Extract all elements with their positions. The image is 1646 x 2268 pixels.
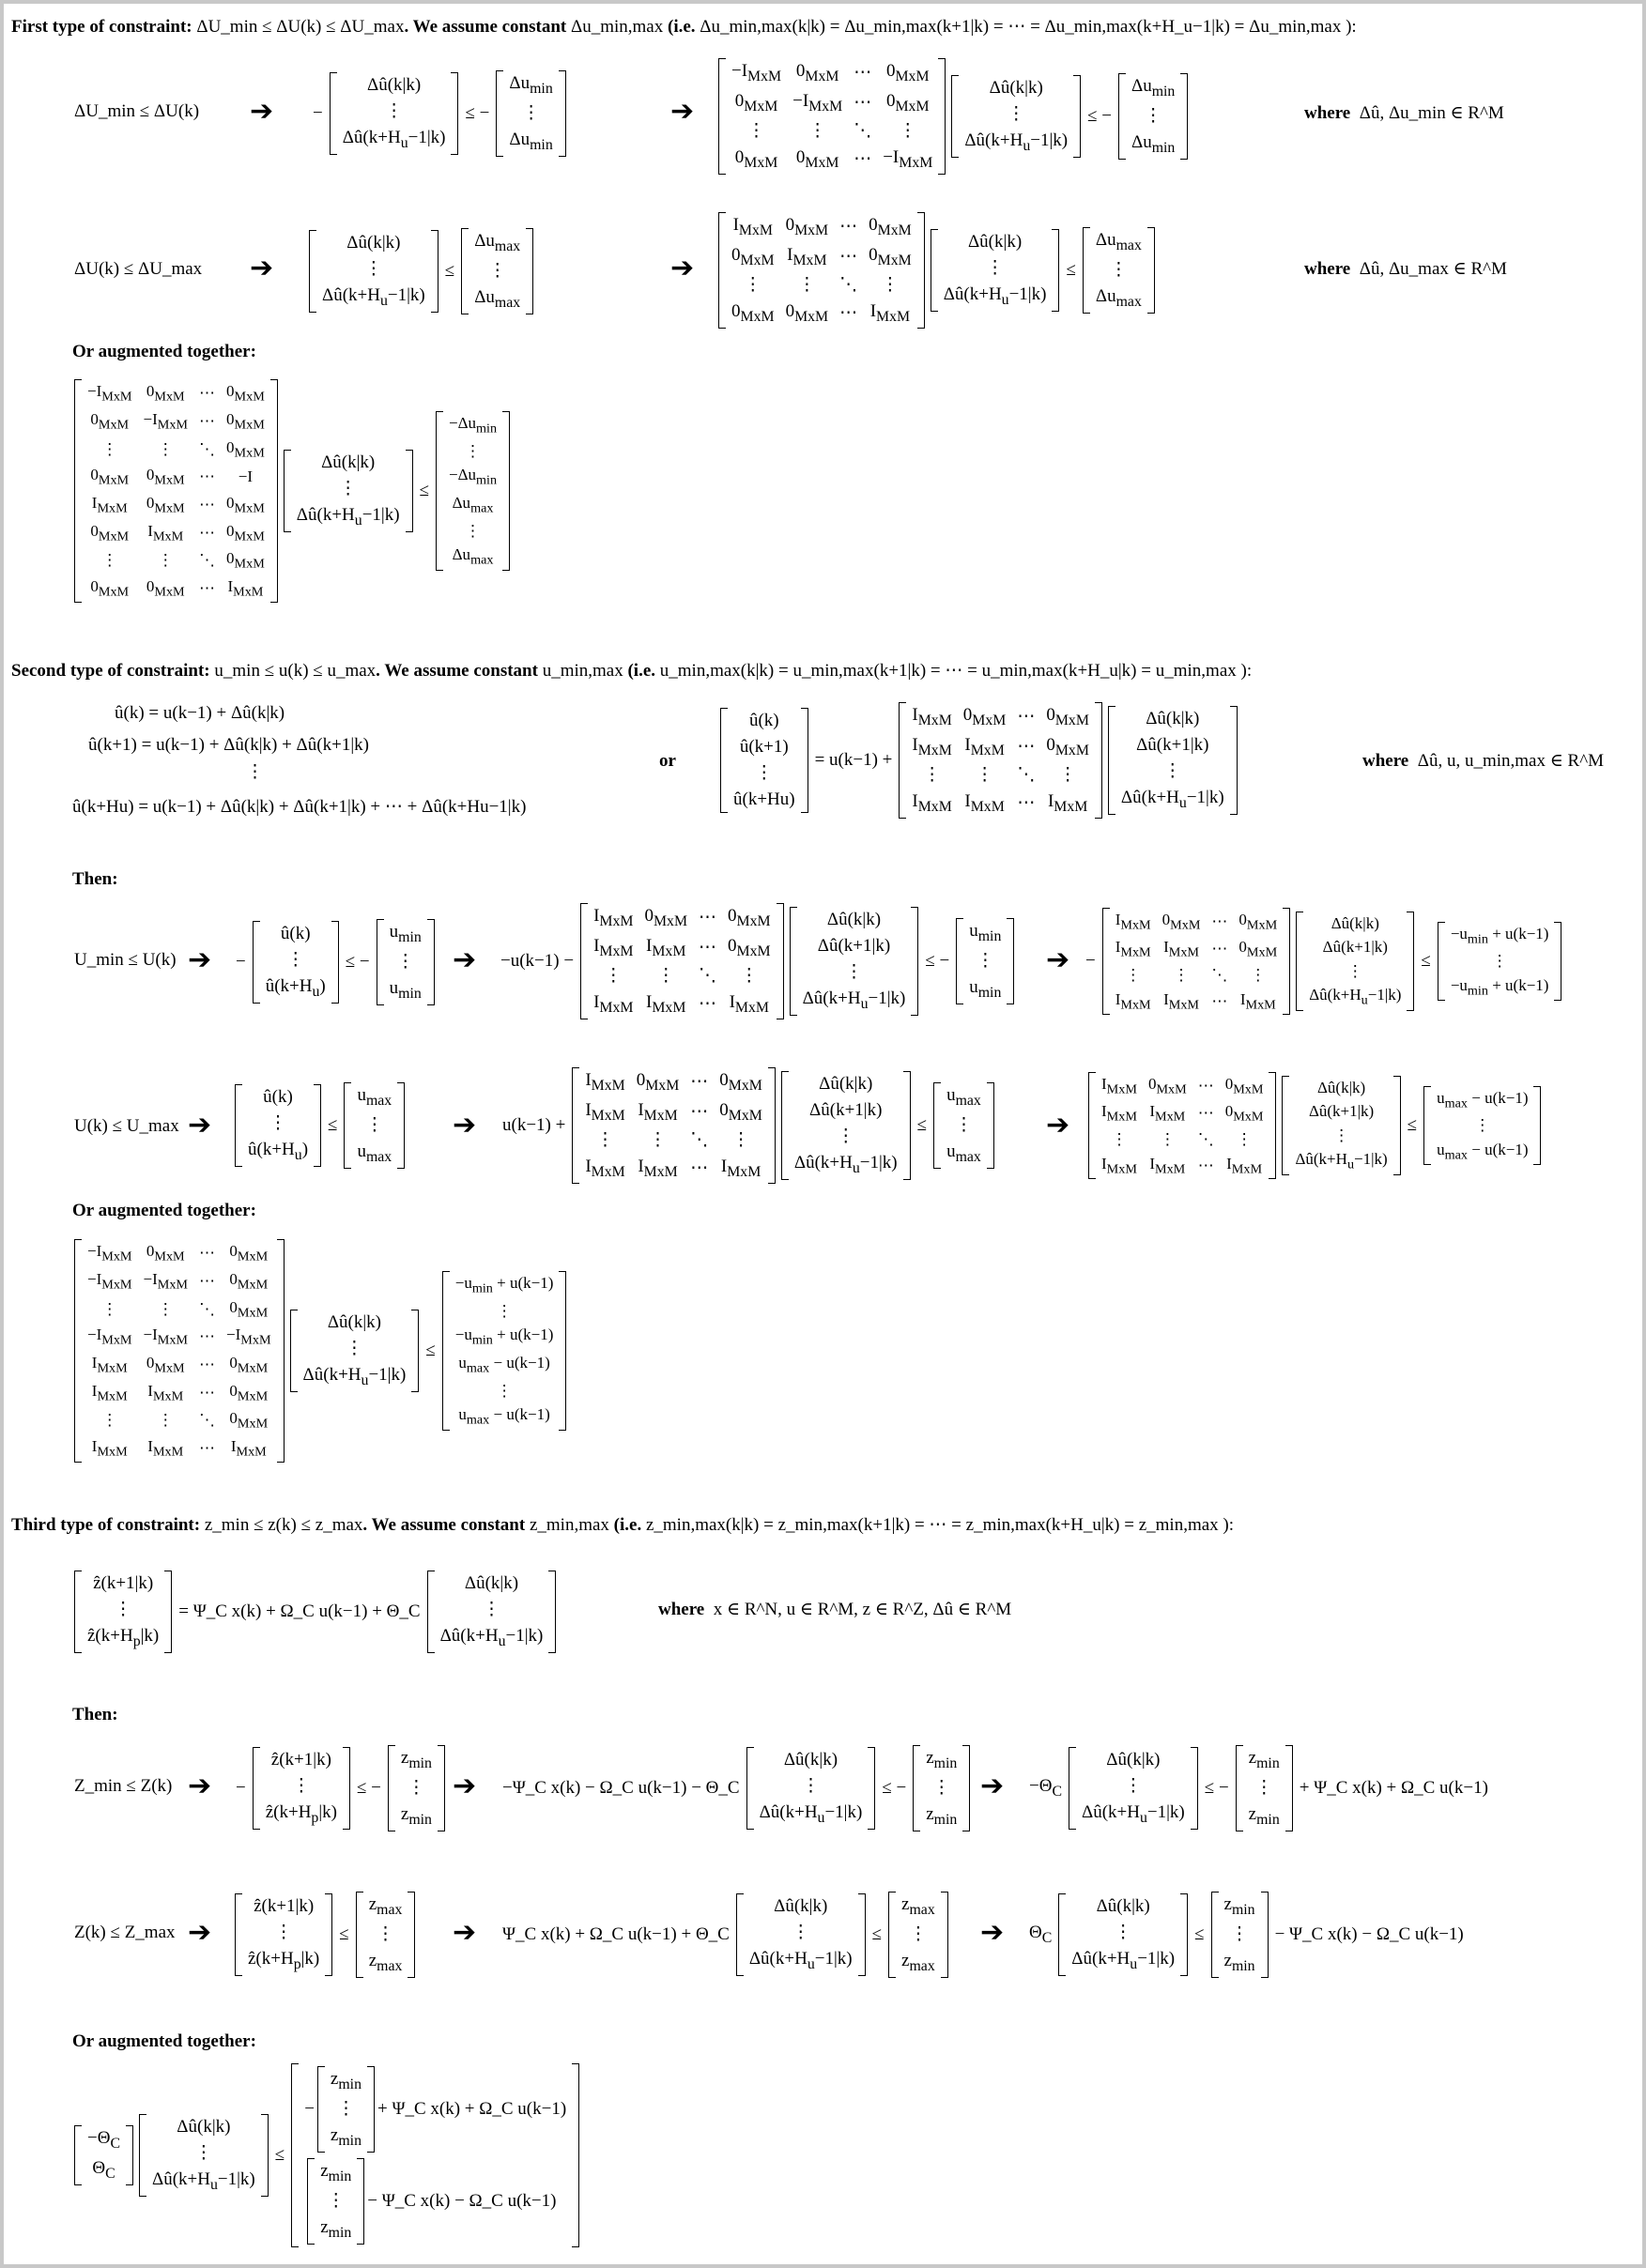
implies-arrow-icon: ➔ [250,253,274,284]
s2-aug-eq: $-I_{MxM}$ $0_{MxM}$ ⋯ $0_{MxM}$ $-I_{MxM}$ $-I_{MxM}$ ⋯ $0_{MxM}$ ⋮ ⋮ ⋱ $0_{MxM}$ $-I_{MxM}$ $-I_{MxM}$ ⋯ $-I_{MxM}$ $I_{MxM}$ $0_{MxM}$ ⋯ $0_{MxM}$ $I_{MxM}$ $I_{MxM}$ ⋯ $0_{MxM}$ ⋮ ⋮ ⋱ $0_{MxM}$ $I_{MxM}$ $I_{MxM}$ ⋯ $I_{MxM}$ Δû(k|k) ⋮ $\Delta û(k+H_u-1|k)$ ≤ $-u_{min} + u(k-1)$ ⋮ $-u_{min} + u(k-1)$ $u_{max} - u(k-1)$ ⋮ $u_{max} - u(k-1)$ [71,1234,569,1468]
s1-row2-where-eq: Δû, Δu_max ∈ R^M [1359,259,1507,279]
s1-row1-where: where [1304,103,1351,123]
s1-row2-where: where [1304,259,1351,279]
implies-arrow-icon: ➔ [188,1110,212,1141]
section3-assume: . We assume constant [362,1515,526,1535]
section2-heading: Second type of constraint: [11,661,210,681]
s3-aug-tail1: + Ψ_C x(k) + Ω_C u(k−1) [377,2099,567,2120]
s2-then: Then: [72,869,118,889]
section2-ie: (i.e. [627,661,656,681]
s1-row1-where-eq: Δû, Δu_min ∈ R^M [1359,103,1504,123]
s3-row1-c: $-\Theta_C$ Δû(k|k) ⋮ $\Delta û(k+H_u-1|k)$ ≤ − $z_{min}$ ⋮ $z_{min}$ + Ψ_C x(k) + Ω_C u(k−1) [1025,1739,1492,1838]
implies-arrow-icon: ➔ [1046,944,1070,975]
s3-pred-eq: ẑ(k+1|k) ⋮ $ẑ(k+H_p|k)$ = Ψ_C x(k) + Ω_C u(k−1) + Θ_C Δû(k|k) ⋮ $\Delta û(k+H_u-1|k)$ [71,1562,559,1662]
implies-arrow-icon: ➔ [250,96,274,127]
implies-arrow-icon: ➔ [453,1770,477,1801]
s3-row2-tail: − Ψ_C x(k) − Ω_C u(k−1) [1274,1924,1464,1945]
s3-then: Then: [72,1705,118,1724]
s3-where-line [658,1600,1011,1620]
section1-heading: First type of constraint: [11,17,192,37]
s2-def-matrix: û(k) û(k+1) ⋮ û(k+Hu) = u(k−1) + $I_{MxM}$ $0_{MxM}$ ⋯ $0_{MxM}$ $I_{MxM}$ $I_{MxM}$ ⋯ $0_{MxM}$ ⋮ ⋮ ⋱ ⋮ $I_{MxM}$ $I_{MxM}$ ⋯ $I_{MxM}$ Δû(k|k) Δû(k+1|k) ⋮ $\Delta û(k+H_u-1|k)$ [717,700,1240,820]
section3-ie-eq: z_min,max(k|k) = z_min,max(k+1|k) = ⋯ = z_min,max(k+H_u|k) = z_min,max ): [645,1515,1235,1535]
implies-arrow-icon: ➔ [453,1110,477,1141]
section1-assume-sym: Δu_min,max [571,17,664,37]
implies-arrow-icon: ➔ [670,253,695,284]
section2-assume-sym: u_min,max [542,661,623,681]
implies-arrow-icon: ➔ [188,1770,212,1801]
s2-row1-b: −u(k−1) − $I_{MxM}$ $0_{MxM}$ ⋯ $0_{MxM}$ $I_{MxM}$ $I_{MxM}$ ⋯ $0_{MxM}$ ⋮ ⋮ ⋱ ⋮ $I_{MxM}$ $I_{MxM}$ ⋯ $I_{MxM}$ Δû(k|k) Δû(k+1|k) ⋮ $\Delta û(k+H_u-1|k)$ ≤ − $u_{min}$ ⋮ $u_{min}$ [497,903,1017,1019]
section3-heading: Third type of constraint: [11,1515,201,1535]
section2-assume: . We assume constant [376,661,538,681]
s2-row1-a: − û(k) ⋮ $û(k+H_u)$ ≤ − $u_{min}$ ⋮ $u_{min}$ [232,912,438,1012]
s2-row2-a: û(k) ⋮ $û(k+H_u)$ ≤ $u_{max}$ ⋮ $u_{max}$ [232,1076,408,1175]
s2-def-line1: û(k) = u(k−1) + Δû(k|k) [115,703,285,723]
s3-row1-b: −Ψ_C x(k) − Ω_C u(k−1) − Θ_C Δû(k|k) ⋮ $\Delta û(k+H_u-1|k)$ ≤ − $z_{min}$ ⋮ $z_{min}$ [499,1739,973,1838]
implies-arrow-icon: ➔ [453,944,477,975]
section2-ie-eq: u_min,max(k|k) = u_min,max(k+1|k) = ⋯ = u_min,max(k+H_u|k) = u_min,max ): [659,661,1253,681]
s3-pred-text: = Ψ_C x(k) + Ω_C u(k−1) + Θ_C [178,1601,421,1622]
s3-row2-c: $\Theta_C$ Δû(k|k) ⋮ $\Delta û(k+H_u-1|k)$ ≤ $z_{min}$ ⋮ $z_{min}$ − Ψ_C x(k) − Ω_C u(k−1) [1025,1885,1468,1984]
s1-row2-where-line [1304,259,1507,280]
section1-assume: . We assume constant [404,17,567,37]
section1-heading-line [11,17,1357,38]
s1-row2-right: $I_{MxM}$ $0_{MxM}$ ⋯ $0_{MxM}$ $0_{MxM}$ $I_{MxM}$ ⋯ $0_{MxM}$ ⋮ ⋮ ⋱ ⋮ $0_{MxM}$ $0_{MxM}$ ⋯ $I_{MxM}$ Δû(k|k) ⋮ $\Delta û(k+H_u-1|k)$ ≤ $\Delta u_{max}$ ⋮ $\Delta u_{max}$ [715,212,1158,329]
s1-row1-where-line [1304,103,1504,124]
implies-arrow-icon: ➔ [1046,1110,1070,1141]
section1-heading-eq: ΔU_min ≤ ΔU(k) ≤ ΔU_max [196,17,405,37]
s2-row2-c: $I_{MxM}$ $0_{MxM}$ ⋯ $0_{MxM}$ $I_{MxM}$ $I_{MxM}$ ⋯ $0_{MxM}$ ⋮ ⋮ ⋱ ⋮ $I_{MxM}$ $I_{MxM}$ ⋯ $I_{MxM}$ Δû(k|k) Δû(k+1|k) ⋮ $\Delta û(k+H_u-1|k)$ ≤ $u_{max} - u(k-1)$ ⋮ $u_{max} - u(k-1)$ [1085,1067,1544,1184]
s1-row1-right: $-I_{MxM}$ $0_{MxM}$ ⋯ $0_{MxM}$ $0_{MxM}$ $-I_{MxM}$ ⋯ $0_{MxM}$ ⋮ ⋮ ⋱ ⋮ $0_{MxM}$ $0_{MxM}$ ⋯ $-I_{MxM}$ Δû(k|k) ⋮ $\Delta û(k+H_u-1|k)$ ≤ − $\Delta u_{min}$ ⋮ $\Delta u_{min}$ [715,58,1191,175]
s3-row2-a: ẑ(k+1|k) ⋮ $ẑ(k+H_p|k)$ ≤ $z_{max}$ ⋮ $z_{max}$ [232,1885,418,1984]
s1-row2-lhs: ΔU(k) ≤ ΔU_max [74,259,203,279]
s2-def-line4: û(k+Hu) = u(k−1) + Δû(k|k) + Δû(k+1|k) + ⋯ + Δû(k+Hu−1|k) [72,797,527,817]
section1-ie: (i.e. [668,17,696,37]
section2-heading-eq: u_min ≤ u(k) ≤ u_max [214,661,377,681]
s3-aug-label: Or augmented together: [72,2031,256,2051]
implies-arrow-icon: ➔ [980,1917,1005,1948]
s3-row2-b: Ψ_C x(k) + Ω_C u(k−1) + Θ_C Δû(k|k) ⋮ $\Delta û(k+H_u-1|k)$ ≤ $z_{max}$ ⋮ $z_{max}$ [499,1885,951,1984]
s2-or: or [659,751,676,771]
section2-heading-line [11,661,1252,682]
section3-heading-eq: z_min ≤ z(k) ≤ z_max [204,1515,363,1535]
s1-row1-mid: − Δû(k|k) ⋮ $\Delta û(k+H_u-1|k)$ ≤ − $\Delta u_{min}$ ⋮ $\Delta u_{min}$ [309,62,569,165]
s3-where: where [658,1600,705,1619]
s3-row1-tail: + Ψ_C x(k) + Ω_C u(k−1) [1299,1778,1488,1799]
s3-where-eq: x ∈ R^N, u ∈ R^M, z ∈ R^Z, Δû ∈ R^M [713,1600,1012,1619]
s2-def-line3: ⋮ [246,762,264,782]
s3-row1-lhs: Z_min ≤ Z(k) [74,1776,173,1796]
s2-row2-lhs: U(k) ≤ U_max [74,1116,179,1136]
s2-aug-label: Or augmented together: [72,1201,256,1220]
implies-arrow-icon: ➔ [453,1917,477,1948]
s2-where-eq: Δû, u, u_min,max ∈ R^M [1417,751,1605,771]
implies-arrow-icon: ➔ [188,944,212,975]
s3-row2-lhs: Z(k) ≤ Z_max [74,1923,176,1942]
s1-row2-mid: Δû(k|k) ⋮ $\Delta û(k+H_u-1|k)$ ≤ $\Delta u_{max}$ ⋮ $\Delta u_{max}$ [306,220,536,323]
section3-ie: (i.e. [613,1515,642,1535]
s2-where-line [1362,751,1604,772]
implies-arrow-icon: ➔ [670,96,695,127]
s1-aug-eq: $-I_{MxM}$ $0_{MxM}$ ⋯ $0_{MxM}$ $0_{MxM}$ $-I_{MxM}$ ⋯ $0_{MxM}$ ⋮ ⋮ ⋱ $0_{MxM}$ $0_{MxM}$ $0_{MxM}$ ⋯ −I $I_{MxM}$ $0_{MxM}$ ⋯ $0_{MxM}$ $0_{MxM}$ $I_{MxM}$ ⋯ $0_{MxM}$ ⋮ ⋮ ⋱ $0_{MxM}$ $0_{MxM}$ $0_{MxM}$ ⋯ $I_{MxM}$ Δû(k|k) ⋮ $\Delta û(k+H_u-1|k)$ ≤ $-\Delta u_{min}$ ⋮ $-\Delta u_{min}$ $\Delta u_{max}$ ⋮ $\Delta u_{max}$ [71,374,513,608]
s3-aug-eq: $-\Theta_C$ $\Theta_C$ Δû(k|k) ⋮ $\Delta û(k+H_u-1|k)$ ≤ − $z_{min}$ ⋮ $z_{min}$ + Ψ_C x(k) + Ω_C u(k−1) $z_{min}$ ⋮ $z_{min}$ − Ψ_C x(k) − Ω_C u(k−1) [71,2065,582,2245]
s3-aug-tail2: − Ψ_C x(k) − Ω_C u(k−1) [367,2190,557,2211]
s1-aug-label: Or augmented together: [72,342,256,361]
s2-row2-b: u(k−1) + $I_{MxM}$ $0_{MxM}$ ⋯ $0_{MxM}$ $I_{MxM}$ $I_{MxM}$ ⋯ $0_{MxM}$ ⋮ ⋮ ⋱ ⋮ $I_{MxM}$ $I_{MxM}$ ⋯ $I_{MxM}$ Δû(k|k) Δû(k+1|k) ⋮ $\Delta û(k+H_u-1|k)$ ≤ $u_{max}$ ⋮ $u_{max}$ [499,1067,997,1184]
s3-row1-a: − ẑ(k+1|k) ⋮ $ẑ(k+H_p|k)$ ≤ − $z_{min}$ ⋮ $z_{min}$ [232,1739,448,1838]
s2-where: where [1362,751,1409,771]
s2-row1-c: − $I_{MxM}$ $0_{MxM}$ ⋯ $0_{MxM}$ $I_{MxM}$ $I_{MxM}$ ⋯ $0_{MxM}$ ⋮ ⋮ ⋱ ⋮ $I_{MxM}$ $I_{MxM}$ ⋯ $I_{MxM}$ Δû(k|k) Δû(k+1|k) ⋮ $\Delta û(k+H_u-1|k)$ ≤ $-u_{min} + u(k-1)$ ⋮ $-u_{min} + u(k-1)$ [1082,903,1564,1019]
implies-arrow-icon: ➔ [980,1770,1005,1801]
section3-assume-sym: z_min,max [529,1515,609,1535]
section3-heading-line [11,1515,1234,1536]
implies-arrow-icon: ➔ [188,1917,212,1948]
s2-row1-lhs: U_min ≤ U(k) [74,950,177,970]
s3-row1-mid: −Ψ_C x(k) − Ω_C u(k−1) − Θ_C [502,1778,740,1799]
s3-row2-mid: Ψ_C x(k) + Ω_C u(k−1) + Θ_C [502,1924,730,1945]
section1-ie-eq: Δu_min,max(k|k) = Δu_min,max(k+1|k) = ⋯ = Δu_min,max(k+H_u−1|k) = Δu_min,max ): [700,17,1357,37]
s1-row1-lhs: ΔU_min ≤ ΔU(k) [74,101,200,121]
s2-def-line2: û(k+1) = u(k−1) + Δû(k|k) + Δû(k+1|k) [88,735,369,755]
